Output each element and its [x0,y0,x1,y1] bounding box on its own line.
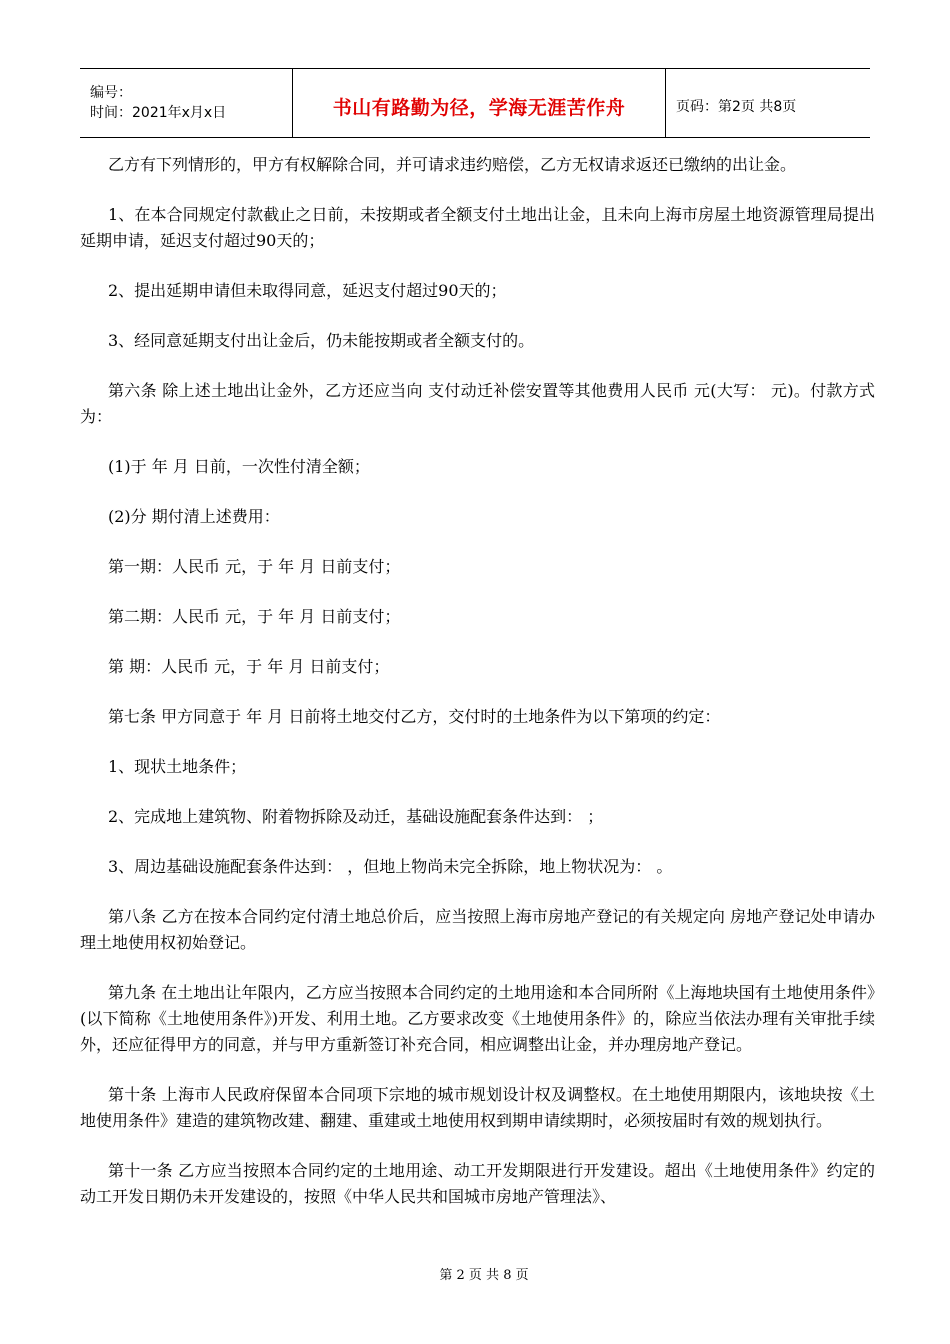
paragraph: 第七条 甲方同意于 年 月 日前将土地交付乙方，交付时的土地条件为以下第项的约定： [108,707,721,726]
paragraph: (2)分 期付清上述费用： [108,507,280,526]
paragraph: 2、完成地上建筑物、附着物拆除及动迁，基础设施配套条件达到： ； [108,807,604,826]
paragraph: 第十一条 乙方应当按照本合同约定的土地用途、动工开发期限进行开发建设。超出《土地使用条件》约定的动工开发日期仍未开发建设的，按照《中华人民共和国城市房地产管理法》、 [80,1161,875,1206]
document-number: 编号： [90,85,132,101]
paragraph: 第 期：人民币 元，于 年 月 日前支付； [108,657,390,676]
paragraph: 第十条 上海市人民政府保留本合同项下宗地的城市规划设计权及调整权。在土地使用期限内，该地块按《土地使用条件》建造的建筑物改建、翻建、重建或土地使用权到期申请续期时，必须按届时有效的规划执行。 [80,1085,875,1130]
paragraph: 1、在本合同规定付款截止之日前，未按期或者全额支付土地出让金，且未向上海市房屋土地资源管理局提出延期申请，延迟支付超过90天的； [80,205,875,250]
paragraph: 1、现状土地条件； [108,757,247,776]
paragraph: 第六条 除上述土地出让金外，乙方还应当向 支付动迁补偿安置等其他费用人民币 元(大写： 元)。付款方式为： [80,381,875,426]
paragraph: 第八条 乙方在按本合同约定付清土地总价后，应当按照上海市房地产登记的有关规定向 房地产登记处申请办理土地使用权初始登记。 [80,907,875,952]
motto-text: 书山有路勤为径，学海无涯苦作舟 [332,96,626,119]
page-footer: 第 2 页 共 8 页 [439,1268,529,1283]
header-meta [80,69,292,137]
document-body [80,152,875,1234]
header-page-cell [666,69,870,137]
paragraph: (1)于 年 月 日前，一次性付清全额； [108,457,370,476]
paragraph: 乙方有下列情形的，甲方有权解除合同，并可请求违约赔偿，乙方无权请求返还已缴纳的出让金。 [108,155,797,174]
document-date: 时间：2021年x月x日 [90,105,227,121]
paragraph: 第二期：人民币 元，于 年 月 日前支付； [108,607,401,626]
paragraph: 2、提出延期申请但未取得同意，延迟支付超过90天的； [108,281,507,300]
paragraph: 3、周边基础设施配套条件达到： ，但地上物尚未完全拆除，地上物状况为： 。 [108,857,673,876]
paragraph: 第九条 在土地出让年限内，乙方应当按照本合同约定的土地用途和本合同所附《上海地块国有土地使用条件》(以下简称《土地使用条件》)开发、利用土地。乙方要求改变《土地使用条件》的，除应当依法办理有关审批手续外，还应征得甲方的同意，并与甲方重新签订补充合同，相应调整出让金，并办理房地产登记。 [80,983,875,1054]
paragraph: 3、经同意延期支付出让金后，仍未能按期或者全额支付的。 [108,331,535,350]
page-number-label: 页码：第2页 共8页 [676,99,797,115]
page-header [80,68,870,138]
paragraph: 第一期：人民币 元，于 年 月 日前支付； [108,557,401,576]
header-motto-cell [292,69,666,137]
